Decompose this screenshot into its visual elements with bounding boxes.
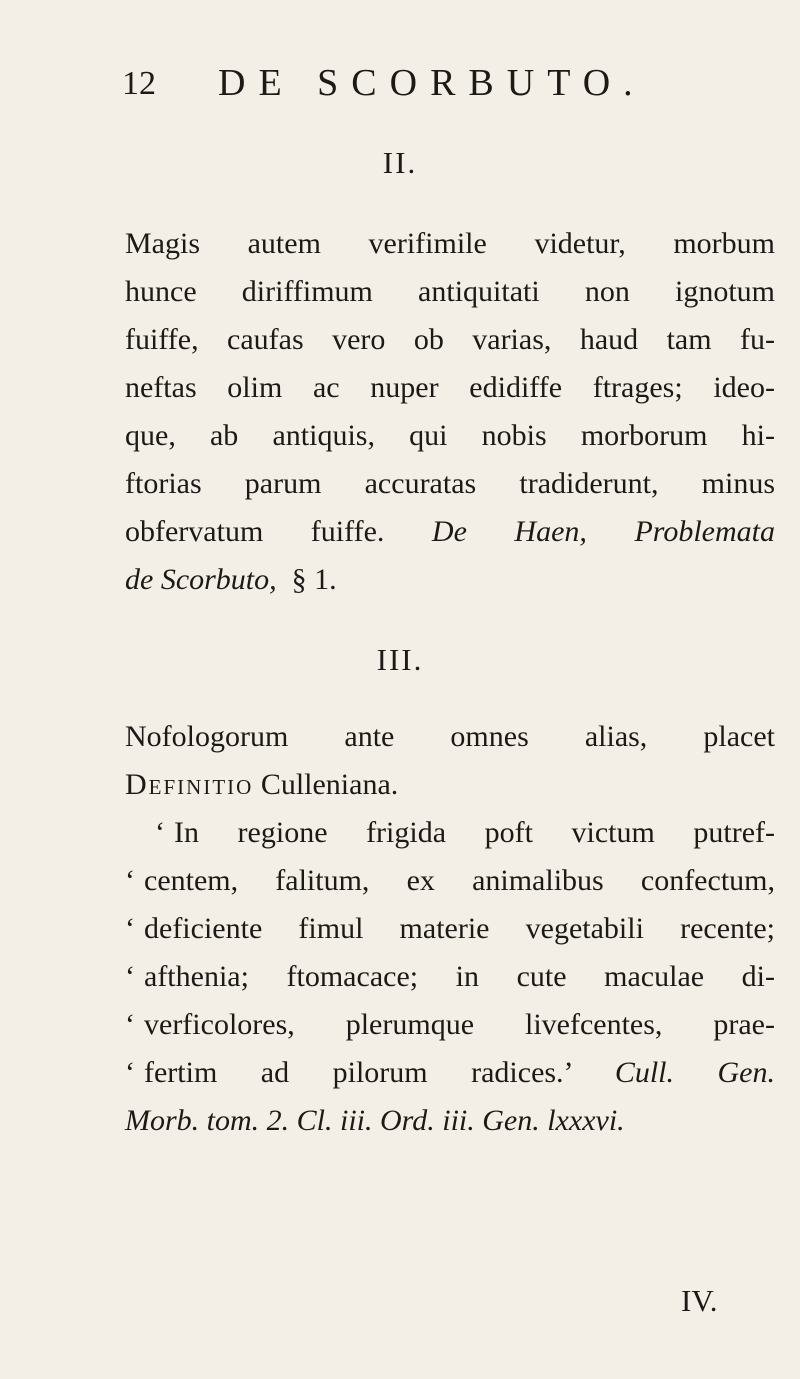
quote-line — [125, 905, 775, 953]
author-reference: De Haen, — [431, 515, 587, 548]
citation: Cull. Gen. — [614, 1056, 775, 1089]
quote-text: afthenia; ftomacace; in cute maculae di- — [144, 960, 775, 993]
work-title: Problemata — [634, 515, 775, 548]
quote-line — [125, 953, 775, 1001]
text-line: Nofologorum ante omnes alias, placet — [125, 720, 775, 753]
text-line — [125, 556, 775, 604]
section-heading-iii: III. — [376, 642, 424, 677]
text-line: hunce diriffimum antiquitati non ignotum — [125, 275, 775, 308]
quote-mark: ‘ — [125, 864, 135, 897]
text-line: Magis autem verifimile videtur, morbum — [125, 227, 775, 260]
text-line — [125, 761, 775, 809]
quote-mark: ‘ — [125, 1056, 135, 1089]
text-line: ftorias parum accuratas tradiderunt, minus — [125, 467, 775, 500]
text-line: que, ab antiquis, qui nobis morborum hi- — [125, 419, 775, 452]
page-number: 12 — [122, 65, 156, 102]
quote-text: fertim ad pilorum radices.’ — [144, 1056, 572, 1089]
quote-mark: ‘ — [155, 816, 165, 849]
section-heading-ii: II. — [382, 145, 418, 180]
quote-text: centem, falitum, ex animalibus confectum, — [144, 864, 775, 897]
section-iii-text — [125, 713, 775, 1145]
definition-term: Definitio — [125, 768, 254, 801]
work-title: de Scorbuto, — [125, 563, 277, 596]
text-line: fuiffe, caufas vero ob varias, haud tam fu- — [125, 323, 775, 356]
text-fragment: obfervatum fuiffe. — [125, 515, 385, 548]
quote-mark: ‘ — [125, 1008, 135, 1041]
quote-text: In regione frigida poft victum putref- — [174, 816, 775, 849]
quote-line — [125, 857, 775, 905]
text-line: neftas olim ac nuper edidiffe ftrages; ideo- — [125, 371, 775, 404]
citation-line: Morb. tom. 2. Cl. iii. Ord. iii. Gen. lxxxvi. — [125, 1104, 625, 1137]
section-reference: § 1. — [291, 563, 337, 596]
section-ii-text — [125, 220, 775, 604]
quote-mark: ‘ — [125, 960, 135, 993]
quote-line — [125, 1001, 775, 1049]
quote-mark: ‘ — [125, 912, 135, 945]
page-header — [0, 58, 800, 108]
catchword: IV. — [681, 1283, 718, 1318]
quote-text: deficiente fimul materie vegetabili recente; — [144, 912, 775, 945]
running-head: DE SCORBUTO. — [218, 62, 646, 104]
text-fragment: Culleniana. — [260, 768, 399, 801]
text-line — [125, 508, 775, 556]
quote-text: verficolores, plerumque livefcentes, prae- — [144, 1008, 775, 1041]
quote-line — [125, 809, 775, 857]
quote-line — [125, 1049, 775, 1097]
